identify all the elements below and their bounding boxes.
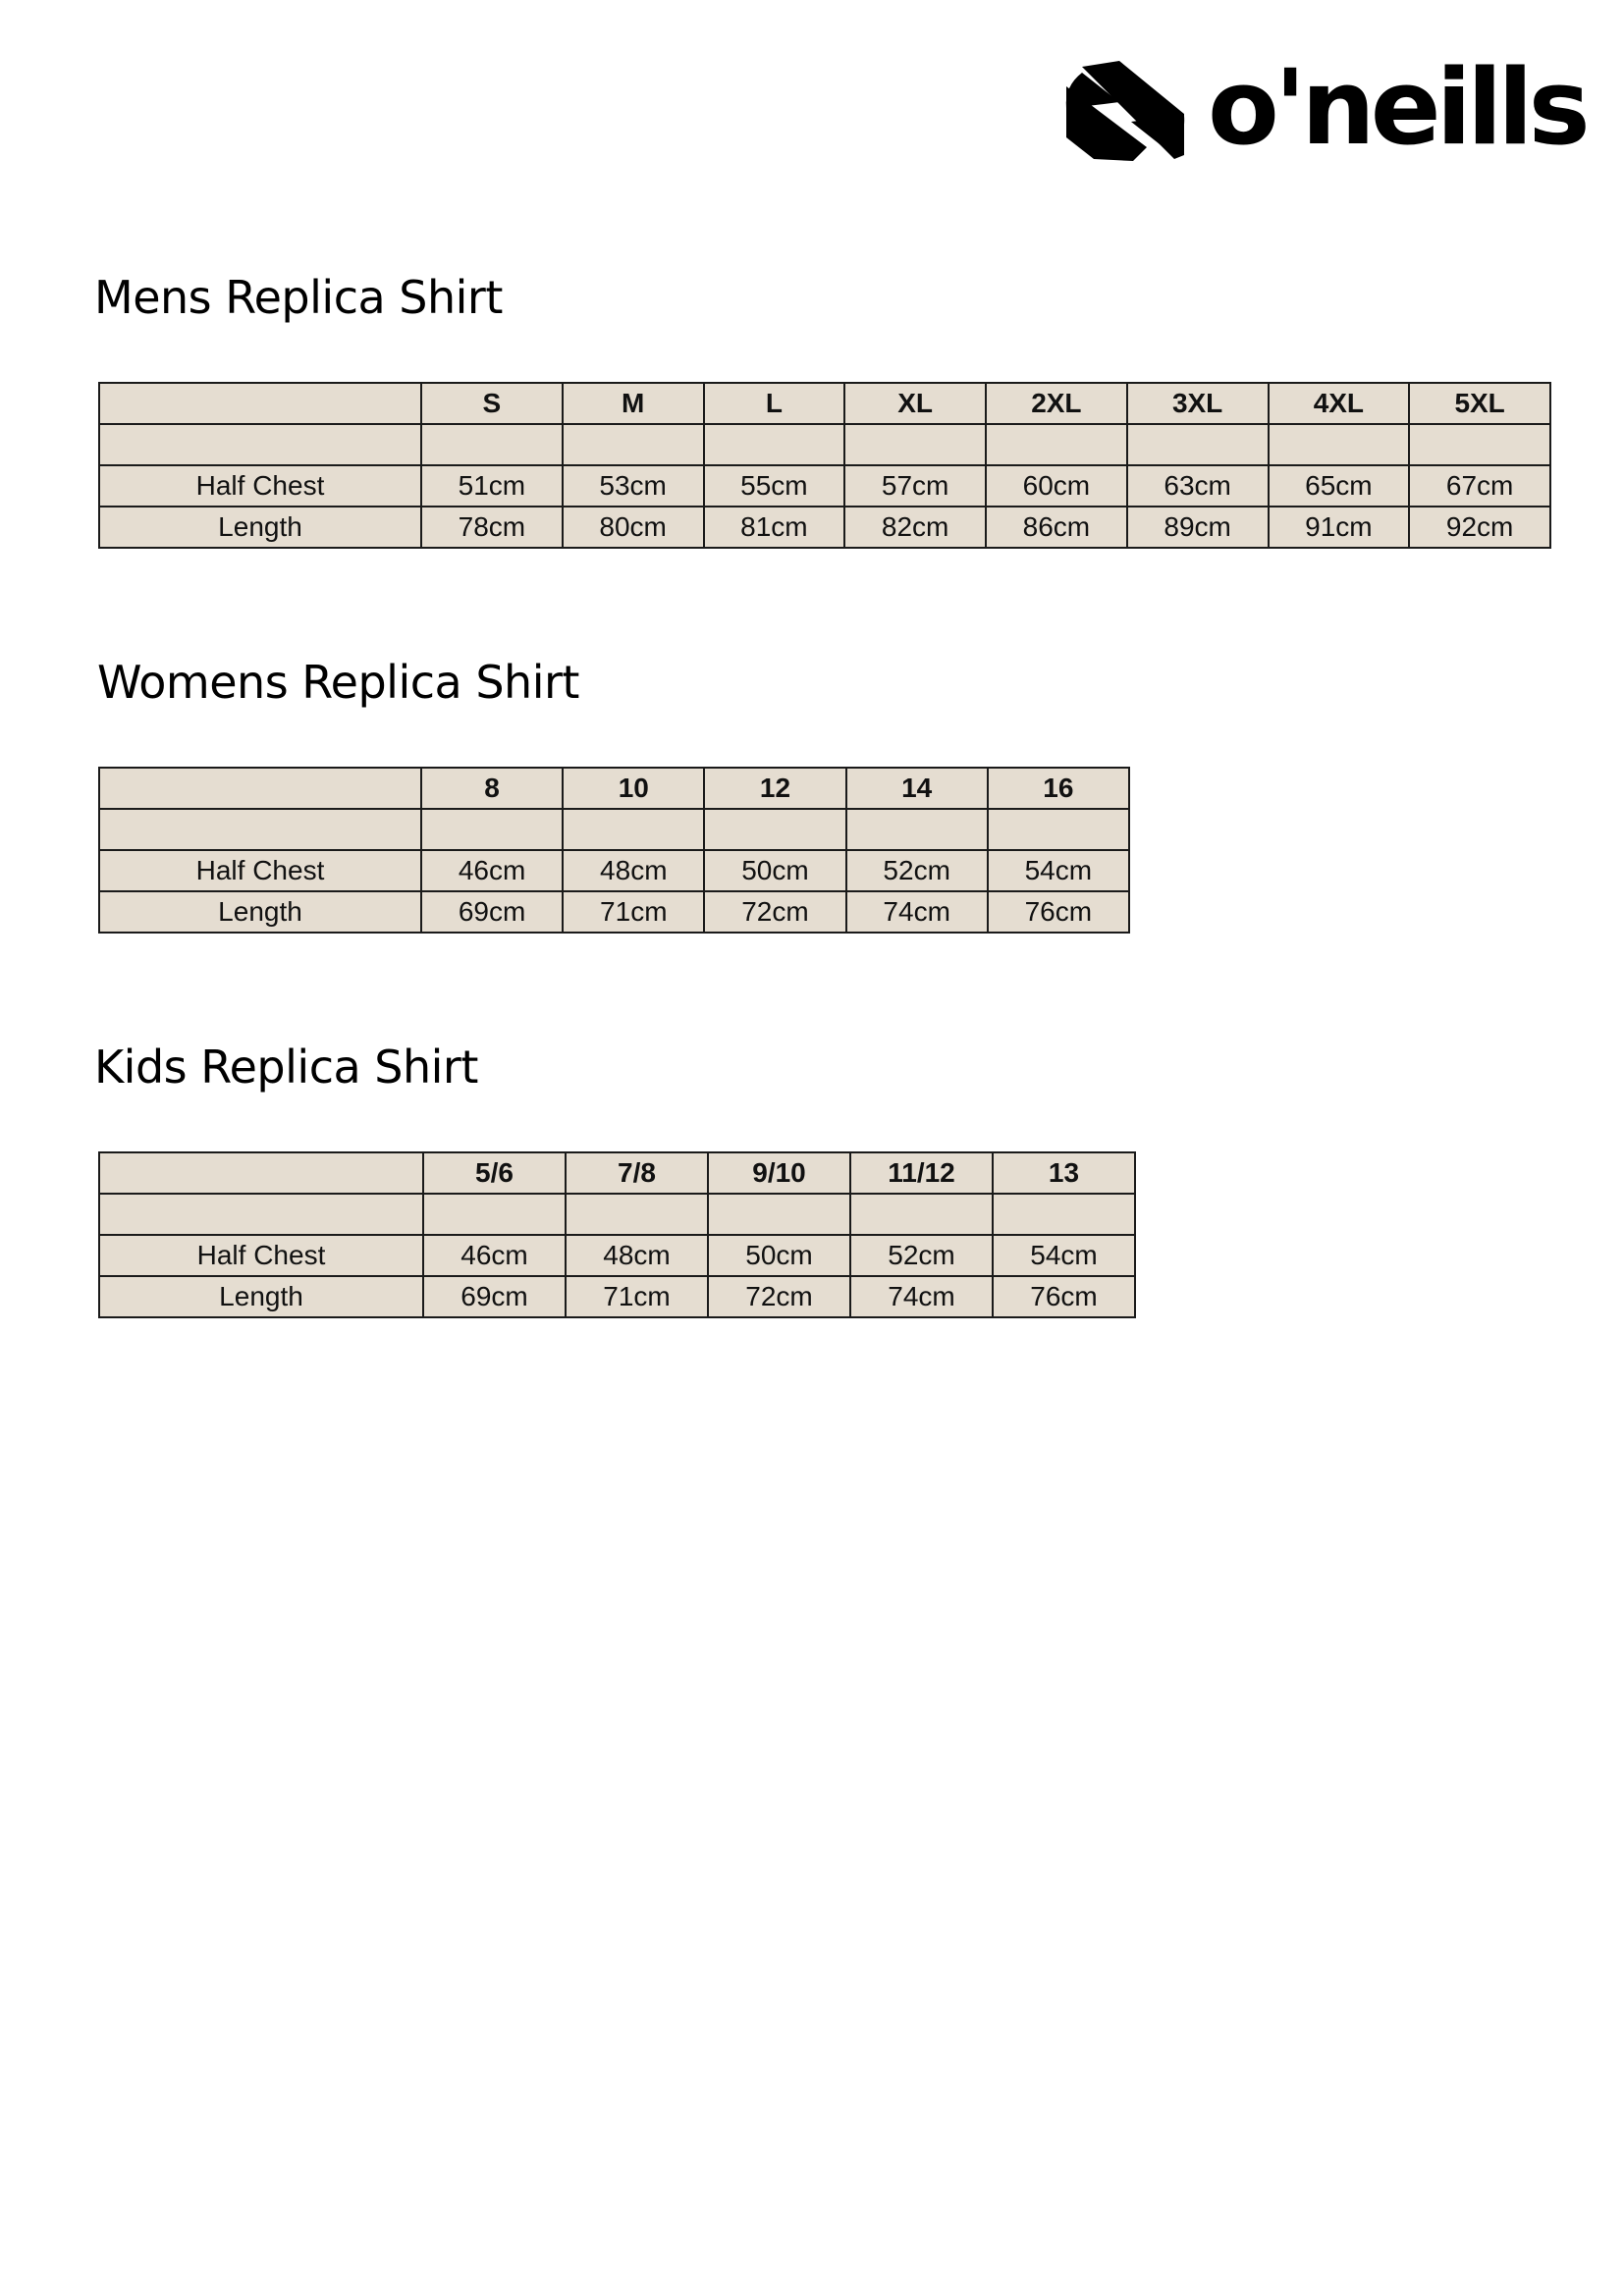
measurement-cell: 76cm [993,1276,1135,1317]
half-chest-row [99,465,1550,507]
size-header: 5XL [1409,383,1550,424]
empty-row [99,809,1129,850]
measurement-cell: 51cm [421,465,563,507]
size-header-row [99,383,1550,424]
measurement-cell: 57cm [844,465,986,507]
measurement-cell: 76cm [988,891,1129,933]
row-label: Length [99,1276,423,1317]
empty-row [99,1194,1135,1235]
mens-size-table [98,382,1551,549]
size-header-row [99,768,1129,809]
size-header: 14 [846,768,988,809]
size-header: 4XL [1269,383,1410,424]
size-header: 16 [988,768,1129,809]
measurement-cell: 46cm [423,1235,566,1276]
measurement-cell: 60cm [986,465,1127,507]
corner-cell [99,1152,423,1194]
brand-wordmark: o'neills [1208,47,1586,168]
size-header: 12 [704,768,845,809]
length-row [99,891,1129,933]
row-label: Half Chest [99,850,421,891]
measurement-cell: 91cm [1269,507,1410,548]
measurement-cell: 78cm [421,507,563,548]
row-label: Half Chest [99,465,421,507]
measurement-cell: 48cm [563,850,704,891]
size-header: 10 [563,768,704,809]
oneills-mark-icon [1060,57,1188,167]
measurement-cell: 55cm [704,465,845,507]
row-label: Length [99,507,421,548]
measurement-cell: 81cm [704,507,845,548]
mens-section-title: Mens Replica Shirt [94,271,503,324]
size-header: M [563,383,704,424]
measurement-cell: 48cm [566,1235,708,1276]
measurement-cell: 50cm [708,1235,850,1276]
measurement-cell: 50cm [704,850,845,891]
measurement-cell: 53cm [563,465,704,507]
measurement-cell: 92cm [1409,507,1550,548]
size-header: XL [844,383,986,424]
measurement-cell: 74cm [850,1276,993,1317]
measurement-cell: 65cm [1269,465,1410,507]
measurement-cell: 69cm [423,1276,566,1317]
kids-section-title: Kids Replica Shirt [94,1041,478,1094]
womens-size-table [98,767,1130,934]
size-header: 11/12 [850,1152,993,1194]
measurement-cell: 71cm [563,891,704,933]
measurement-cell: 52cm [850,1235,993,1276]
size-header: S [421,383,563,424]
size-header: 13 [993,1152,1135,1194]
empty-row [99,424,1550,465]
half-chest-row [99,850,1129,891]
measurement-cell: 80cm [563,507,704,548]
size-header-row [99,1152,1135,1194]
size-header: L [704,383,845,424]
size-header: 2XL [986,383,1127,424]
measurement-cell: 86cm [986,507,1127,548]
size-header: 3XL [1127,383,1269,424]
size-header: 8 [421,768,563,809]
measurement-cell: 74cm [846,891,988,933]
size-header: 9/10 [708,1152,850,1194]
measurement-cell: 82cm [844,507,986,548]
measurement-cell: 46cm [421,850,563,891]
measurement-cell: 72cm [704,891,845,933]
row-label: Half Chest [99,1235,423,1276]
row-label: Length [99,891,421,933]
corner-cell [99,383,421,424]
length-row [99,507,1550,548]
length-row [99,1276,1135,1317]
measurement-cell: 54cm [988,850,1129,891]
half-chest-row [99,1235,1135,1276]
size-header: 5/6 [423,1152,566,1194]
measurement-cell: 54cm [993,1235,1135,1276]
measurement-cell: 52cm [846,850,988,891]
size-header: 7/8 [566,1152,708,1194]
oneills-logo [1060,47,1586,168]
kids-size-table [98,1151,1136,1318]
womens-section-title: Womens Replica Shirt [97,656,579,709]
measurement-cell: 63cm [1127,465,1269,507]
measurement-cell: 67cm [1409,465,1550,507]
measurement-cell: 69cm [421,891,563,933]
measurement-cell: 89cm [1127,507,1269,548]
measurement-cell: 72cm [708,1276,850,1317]
corner-cell [99,768,421,809]
measurement-cell: 71cm [566,1276,708,1317]
